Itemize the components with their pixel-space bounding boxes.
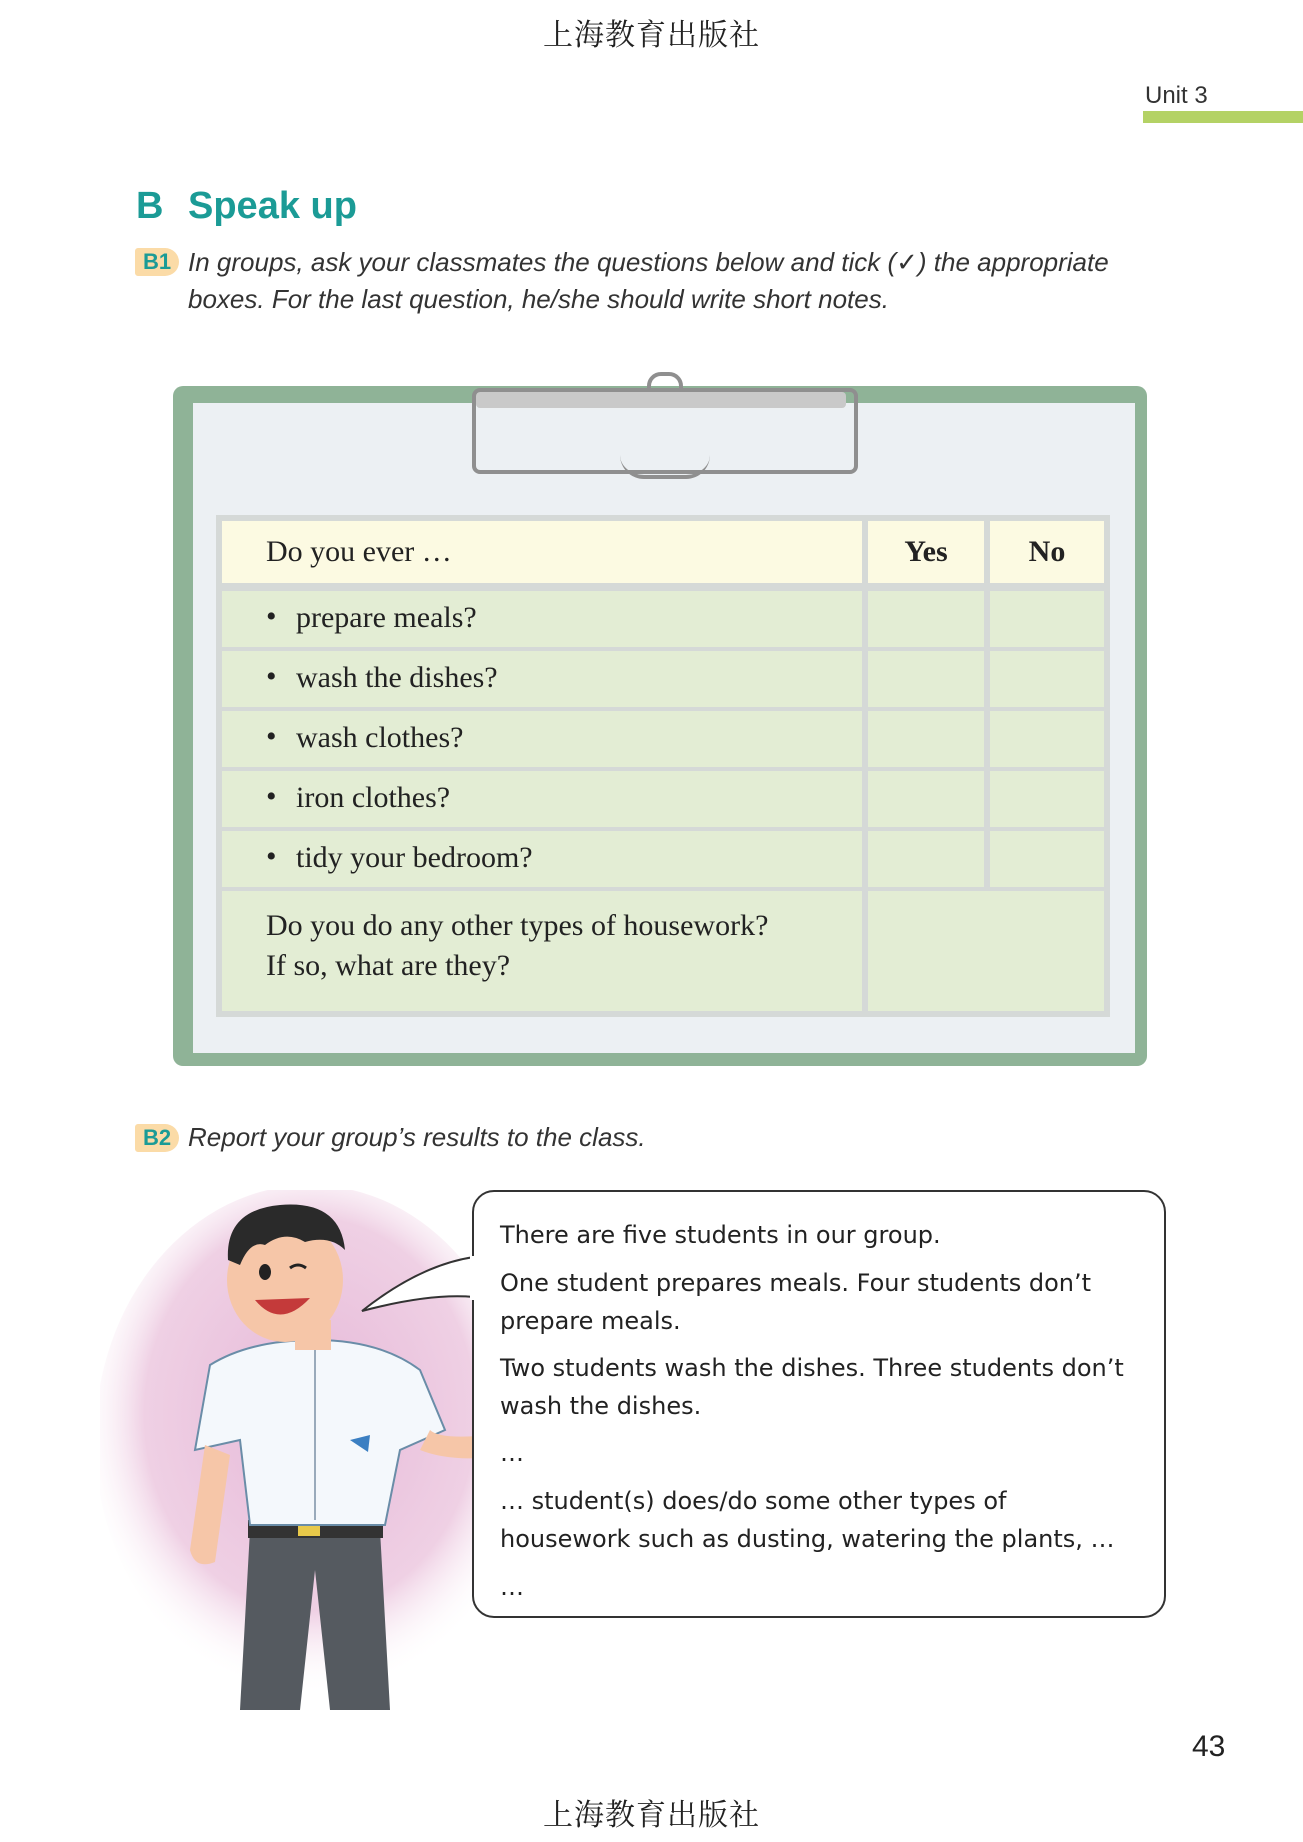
- header-no: No: [1028, 535, 1066, 568]
- bubble-line-9: …: [500, 1573, 524, 1601]
- bullet: •: [266, 780, 277, 813]
- open-question-line2: If so, what are they?: [266, 949, 511, 982]
- b1-badge: B1: [135, 248, 179, 276]
- row-question: wash clothes?: [296, 721, 464, 754]
- b2-instruction: Report your group’s results to the class.: [188, 1122, 646, 1152]
- bubble-line-1: There are five students in our group.: [500, 1221, 941, 1249]
- clip-wire: [620, 455, 710, 479]
- bullet: •: [266, 600, 277, 633]
- no-checkbox[interactable]: [990, 831, 1104, 887]
- yes-checkbox[interactable]: [868, 711, 984, 767]
- bubble-line-8: housework such as dusting, watering the plants, …: [500, 1525, 1115, 1553]
- page-number: 43: [1192, 1730, 1226, 1763]
- section-letter: B: [136, 185, 164, 227]
- no-checkbox[interactable]: [990, 591, 1104, 647]
- row-question: wash the dishes?: [296, 661, 498, 694]
- bubble-tail-joint: [470, 1256, 476, 1300]
- no-checkbox[interactable]: [990, 651, 1104, 707]
- table-row: [222, 771, 862, 827]
- header-question: Do you ever …: [266, 535, 452, 568]
- yes-checkbox[interactable]: [868, 831, 984, 887]
- bubble-line-5: wash the dishes.: [500, 1392, 702, 1420]
- no-checkbox[interactable]: [990, 711, 1104, 767]
- row-question: prepare meals?: [296, 601, 477, 634]
- bullet: •: [266, 720, 277, 753]
- notes-field[interactable]: [868, 891, 1104, 1011]
- eye: [259, 1264, 271, 1280]
- b1-instruction-line2: boxes. For the last question, he/she should write short notes.: [188, 284, 889, 314]
- unit-accent-bar: [1143, 111, 1303, 123]
- table-row: [222, 651, 862, 707]
- speech-bubble-tail: [360, 1255, 480, 1315]
- header-yes-cell: [868, 521, 984, 583]
- table-row-open-question: [222, 891, 862, 1011]
- bubble-line-3: prepare meals.: [500, 1307, 681, 1335]
- survey-table: [216, 515, 1110, 1017]
- bubble-line-4: Two students wash the dishes. Three students don’t: [500, 1354, 1124, 1382]
- header-question-cell: [222, 521, 862, 583]
- bullet: •: [266, 840, 277, 873]
- bubble-line-7: … student(s) does/do some other types of: [500, 1487, 1007, 1515]
- unit-label: Unit 3: [1145, 82, 1208, 109]
- b1-instruction-line1: In groups, ask your classmates the questions below and tick (✓) the appropriate: [188, 247, 1109, 277]
- yes-checkbox[interactable]: [868, 771, 984, 827]
- bullet: •: [266, 660, 277, 693]
- table-row: [222, 711, 862, 767]
- section-title: Speak up: [188, 185, 357, 227]
- bubble-line-2: One student prepares meals. Four students don’t: [500, 1269, 1092, 1297]
- publisher-header: 上海教育出版社: [543, 18, 760, 53]
- publisher-footer: 上海教育出版社: [543, 1798, 760, 1833]
- open-question-line1: Do you do any other types of housework?: [266, 909, 769, 942]
- row-question: tidy your bedroom?: [296, 841, 533, 874]
- b2-badge: B2: [135, 1124, 179, 1152]
- row-question: iron clothes?: [296, 781, 451, 814]
- table-row: [222, 591, 862, 647]
- header-no-cell: [990, 521, 1104, 583]
- header-yes: Yes: [904, 535, 948, 568]
- table-row: [222, 831, 862, 887]
- no-checkbox[interactable]: [990, 771, 1104, 827]
- bubble-line-6: …: [500, 1439, 524, 1467]
- yes-checkbox[interactable]: [868, 651, 984, 707]
- yes-checkbox[interactable]: [868, 591, 984, 647]
